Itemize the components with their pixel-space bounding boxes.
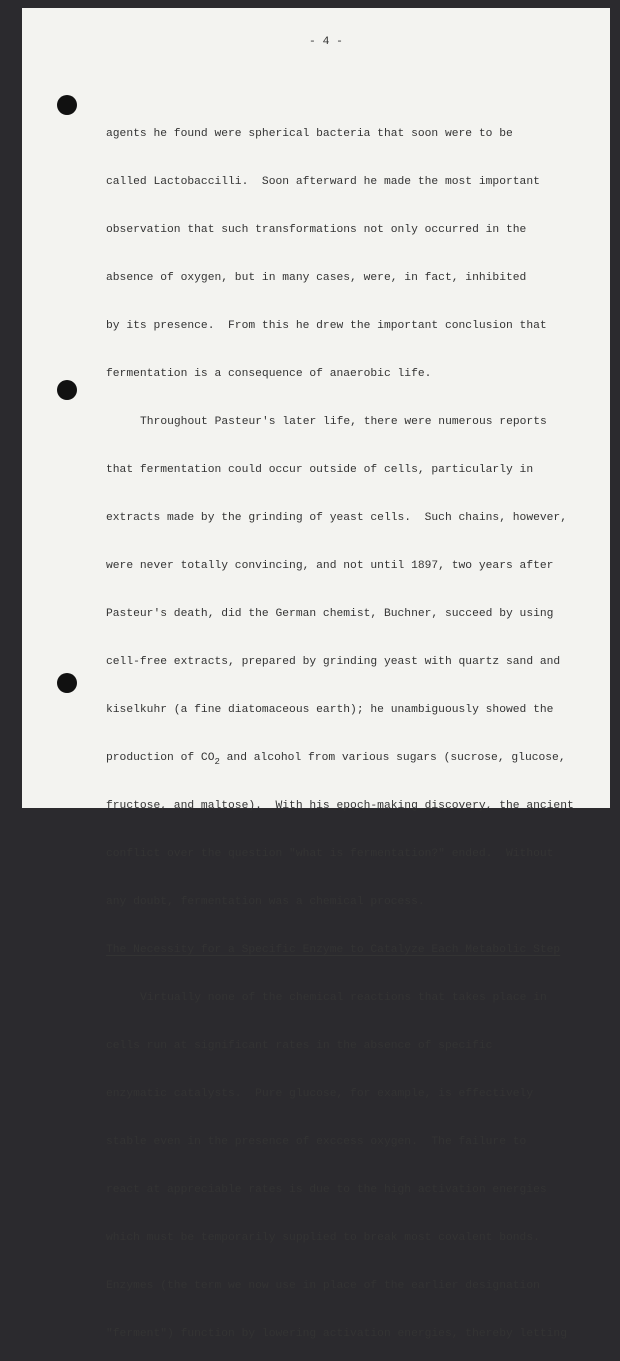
text-line: extracts made by the grinding of yeast cells. Such chains, however,: [106, 512, 567, 524]
text-line: enzymatic catalysts. Pure glucose, for example, is effectively: [106, 1088, 534, 1100]
text-line: [106, 749, 574, 773]
text-line: Virtually none of the chemical reactions that takes place in: [140, 992, 547, 1004]
punch-hole: [57, 380, 77, 400]
section-heading: The Necessity for a Specific Enzyme to Catalyze Each Metabolic Step: [106, 944, 561, 956]
text-line: any doubt, fermentation was a chemical process.: [106, 896, 425, 908]
text-line: kiselkuhr (a fine diatomaceous earth); he unambiguously showed the: [106, 704, 554, 716]
text-line: that fermentation could occur outside of cells, particularly in: [106, 464, 534, 476]
text-line: fermentation is a consequence of anaerobic life.: [106, 368, 432, 380]
text-segment: and alcohol from various sugars (sucrose, glucose,: [219, 752, 566, 764]
text-segment: production of CO: [106, 752, 215, 764]
document-body: [106, 101, 574, 1361]
text-line: absence of oxygen, but in many cases, were, in fact, inhibited: [106, 272, 527, 284]
subscript: 2: [214, 757, 220, 767]
text-line: which must be temporarily supplied to break most covalent bonds.: [106, 1232, 540, 1244]
text-line: react at appreciable rates is due to the high activation energies: [106, 1184, 547, 1196]
page-number: - 4 -: [309, 36, 343, 48]
text-line: agents he found were spherical bacteria that soon were to be: [106, 128, 513, 140]
text-line: "ferment") function by lowering activation energies, thereby letting: [106, 1328, 567, 1340]
text-line: were never totally convincing, and not until 1897, two years after: [106, 560, 554, 572]
text-line: Throughout Pasteur's later life, there were numerous reports: [140, 416, 547, 428]
text-line: cell-free extracts, prepared by grinding yeast with quartz sand and: [106, 656, 561, 668]
text-line: cells run at significant rates in the absence of specific: [106, 1040, 493, 1052]
punch-hole: [57, 673, 77, 693]
text-line: conflict over the question "what is fermentation?" ended. Without: [106, 848, 554, 860]
text-line: stable even in the presence of exccess oxygen. The failure to: [106, 1136, 527, 1148]
text-line: by its presence. From this he drew the important conclusion that: [106, 320, 547, 332]
text-line: Enzymes (the term we now use in place of the earlier designation: [106, 1280, 540, 1292]
text-line: fructose, and maltose). With his epoch-making discovery, the ancient: [106, 800, 574, 812]
punch-hole: [57, 95, 77, 115]
text-line: observation that such transformations not only occurred in the: [106, 224, 527, 236]
text-line: called Lactobaccilli. Soon afterward he made the most important: [106, 176, 540, 188]
text-line: Pasteur's death, did the German chemist, Buchner, succeed by using: [106, 608, 554, 620]
